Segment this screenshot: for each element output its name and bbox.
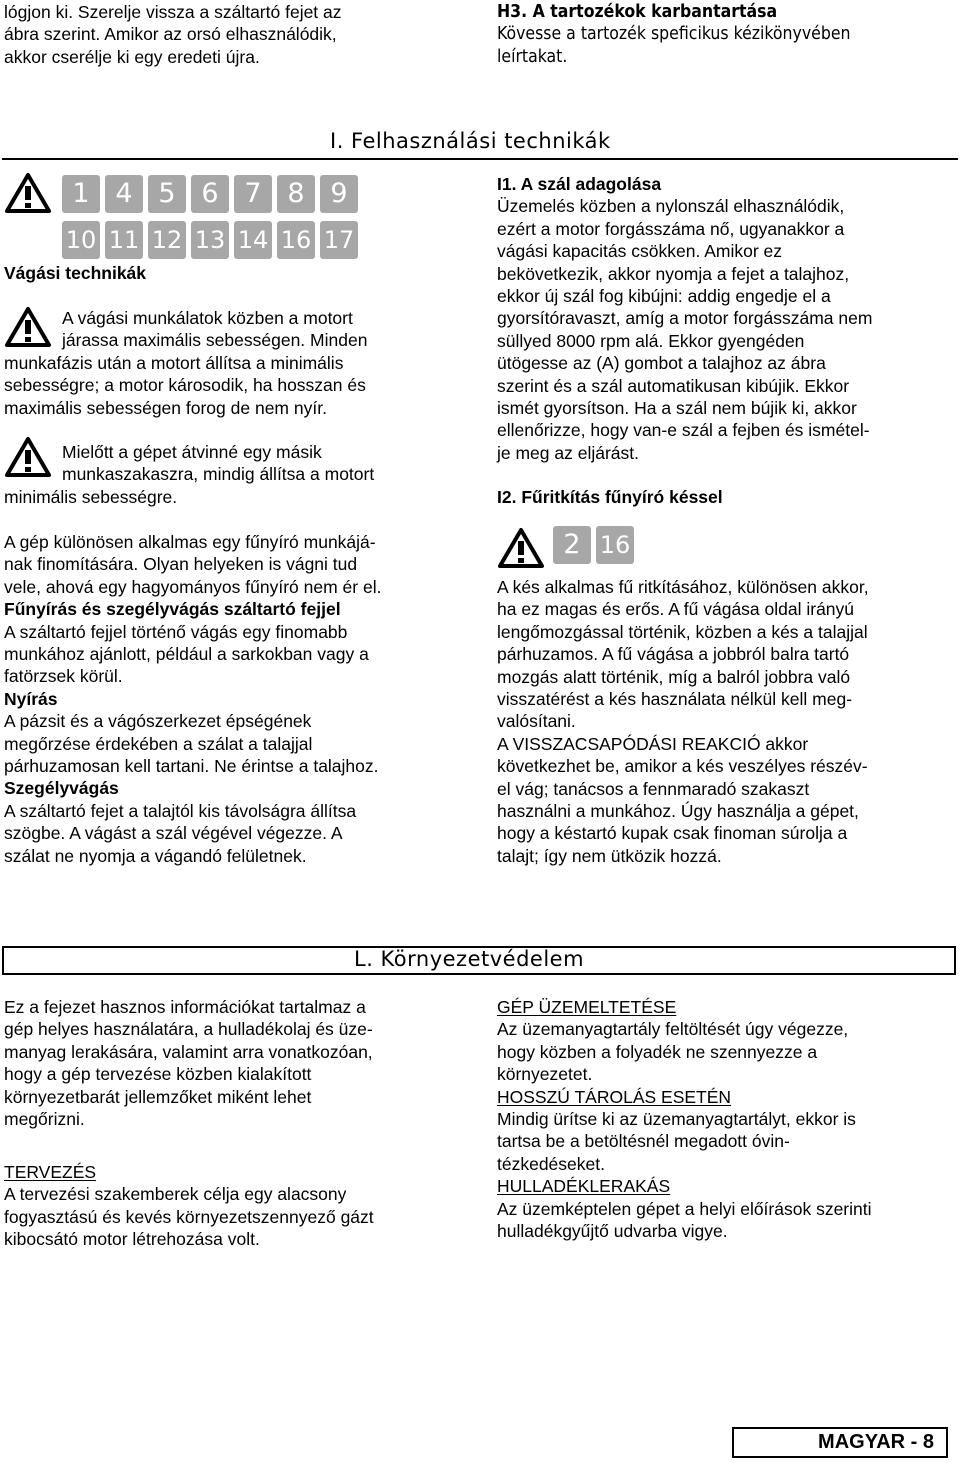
figure-badge: 13 [191,221,229,259]
text-line: A kés alkalmas fű ritkításához, különösen akkor, [497,577,869,597]
text-line: ekkor új szál fog kibújni: addig engedje el a [497,286,831,307]
i2-body [497,576,957,867]
text-line: sebességre; a motor károsodik, ha hosszan és [4,375,366,396]
text-line: hulladékgyűjtő udvarba vigye. [497,1221,728,1242]
warning-triangle-icon [4,436,52,478]
text-line: A tervezési szakemberek célja egy alacsony [4,1184,347,1205]
text-line: maximális sebességen forog de nem nyír. [4,397,327,418]
text-line: hogy közben a folyadék ne szennyezze a [497,1041,818,1062]
text-line: hogy a gép tervezése közben kialakított [4,1064,312,1085]
text-line: visszatérést a kés használata nélkül kell meg- [497,689,853,710]
warning-triangle-icon [4,306,52,348]
top-left-text [4,1,464,68]
text-line: valósítani. [497,711,576,732]
text-line: megőrizni. [4,1109,85,1130]
warning-text-1b [4,352,464,419]
figure-badge: 1 [62,175,100,213]
env-design [4,1161,464,1251]
figure-badge: 7 [234,175,272,213]
text-line: vágási kapacitás csökken. Amikor ez [497,241,782,262]
text-line: fogyasztású és kevés környezetszennyező gázt [4,1206,374,1227]
text-line: munkaszakaszra, mindig állítsa a motort [62,464,375,485]
figure-badge: 17 [320,221,358,259]
figure-badge: 4 [105,175,143,213]
warning-triangle-icon [497,527,545,569]
text-line: ismét gyorsítson. Ha a szál nem bújik ki, akkor [497,398,857,419]
subheading-storage: HOSSZÚ TÁROLÁS ESETÉN [497,1086,732,1107]
text-line: szögbe. A vágást a szál végével végezze. A [4,823,343,844]
i1-title: I1. A szál adagolása [497,174,662,194]
text-line: leírtakat. [497,46,568,67]
i2-badge-row [553,526,639,564]
text-line: A száltartó fejet a talajtól kis távolságra állítsa [4,800,357,821]
text-line: tézkedéseket. [497,1153,605,1174]
subheading-trim: Fűnyírás és szegélyvágás száltartó fejjel [4,599,341,620]
subheading-edge: Szegélyvágás [4,778,119,799]
subheading-mow: Nyírás [4,688,58,709]
figure-badge: 9 [320,175,358,213]
figure-badge: 10 [62,221,100,259]
warning-text-2b [4,486,464,508]
figure-badge: 16 [277,221,315,259]
text-line: munkafázis után a motort állítsa a minimális [4,353,344,373]
text-line: ütögesse az (A) gombot a talajhoz az ábra [497,353,826,374]
text-line: párhuzamosan kell tartani. Ne érintse a talajhoz. [4,756,379,777]
figure-badge: 16 [596,526,634,564]
text-line: gép helyes használatára, a hulladékolaj és üze- [4,1019,373,1040]
text-line: járassa maximális sebességen. Minden [62,330,368,351]
text-line: Mielőtt a gépet átvinné egy másik [62,442,322,462]
text-line: megőrzése érdekében a szálat a talajjal [4,733,313,754]
text-line: talajt; így nem ütközik hozzá. [497,845,722,866]
text-line: Üzemelés közben a nylonszál elhasználódik, [497,196,845,217]
section-title: I. Felhasználási technikák [324,130,617,152]
text-line: A VISSZACSAPÓDÁSI REAKCIÓ akkor [497,733,809,754]
text-line: környezetet. [497,1064,593,1085]
text-line: fatörzsek körül. [4,666,123,687]
text-line: mozgás alatt történik, míg a balról jobbra való [497,666,851,687]
text-line: nak finomítására. Olyan helyeken is vágni tud [4,554,358,575]
text-line: Az üzemképtelen gépet a helyi előírások szerinti [497,1198,872,1219]
warning-text-1a [62,307,462,352]
text-line: párhuzamos. A fű vágása a jobbról balra tartó [497,644,850,665]
text-line: Ez a fejezet hasznos információkat tartalmaz a [4,997,366,1017]
warning-text-2a [62,441,462,486]
text-line: lengőmozgással történik, közben a kés a talajjal [497,621,868,642]
text-line: bekövetkezik, akkor nyomja a fejet a talajhoz, [497,263,850,284]
subheading-operation: GÉP ÜZEMELTETÉSE [497,997,677,1017]
section-l-title: L. Környezetvédelem [354,947,585,971]
text-line: manyag lerakására, valamint arra vonatkozóan, [4,1041,373,1062]
text-line: szálat ne nyomja a vágandó felületnek. [4,845,307,866]
section-divider [2,158,958,160]
text-line: minimális sebességre. [4,487,178,507]
i2-title: I2. Fűritkítás fűnyíró késsel [497,487,723,507]
text-line: szerint és a szál automatikusan kibújik. Ekkor [497,375,850,396]
text-line: A száltartó fejjel történő vágás egy finomabb [4,621,348,642]
text-line: A vágási munkálatok közben a motort [62,308,353,328]
text-line: munkához ajánlott, például a sarkokban vagy a [4,644,369,665]
text-line: je meg az eljárást. [497,442,640,463]
text-line: hogy a késtartó kupak csak finoman súrolja a [497,823,848,844]
text-line: Kövesse a tartozék speficikus kézikönyvében [497,24,851,45]
text-line: használni a munkához. Úgy használja a gépet, [497,801,859,822]
text-line: ezért a motor forgásszáma nő, ugyanakkor a [497,218,845,239]
text-line: el vág; tanácsos a fennmaradó szakaszt [497,778,810,799]
figure-badge: 8 [277,175,315,213]
h3-title: H3. A tartozékok karbantartása [497,2,778,22]
figure-badge: 6 [191,175,229,213]
env-right [497,996,957,1242]
text-line: vele, ahová egy hagyományos fűnyíró nem ér el. [4,576,382,597]
h3-block [497,1,957,68]
text-line: kibocsátó motor létrehozása volt. [4,1229,260,1250]
text-line: tartsa be a betöltésnél megadott óvin- [497,1131,790,1152]
subheading-disposal: HULLADÉKLERAKÁS [497,1176,671,1197]
subheading-design: TERVEZÉS [4,1162,97,1182]
text-line: A gép különösen alkalmas egy fűnyíró munkájá- [4,532,376,552]
env-intro [4,996,464,1130]
warning-triangle-icon [4,172,52,214]
page-footer-label: MAGYAR - 8 [732,1427,948,1458]
badge-row-1 [62,175,363,213]
text-line: gyorsítóravaszt, amíg a motor forgásszáma nem [497,308,873,329]
text-line: lógjon ki. Szerelje vissza a száltartó fejet az [4,2,342,22]
badge-row-2 [62,221,363,259]
figure-badge: 12 [148,221,186,259]
left-heading: Vágási technikák [4,263,147,283]
figure-badge: 5 [148,175,186,213]
text-line: ha ez magas és erős. A fű vágása oldal irányú [497,599,855,620]
figure-badge: 11 [105,221,143,259]
text-line: Mindig ürítse ki az üzemanyagtartályt, ekkor is [497,1109,856,1130]
text-line: ábra szerint. Amikor az orsó elhasználódik, [4,24,337,45]
text-line: ellenőrizze, hogy van-e szál a fejben és ismétel- [497,420,870,441]
i1-block [497,173,957,464]
text-line: A pázsit és a vágószerkezet épségének [4,711,312,732]
text-line: akkor cserélje ki egy eredeti újra. [4,46,260,67]
text-line: Az üzemanyagtartály feltöltését úgy végezze, [497,1019,849,1040]
figure-badge: 14 [234,221,272,259]
left-body [4,531,464,867]
text-line: következhet be, amikor a kés veszélyes részév- [497,756,868,777]
text-line: süllyed 8000 rpm alá. Ekkor gyengéden [497,330,805,351]
text-line: környezetbarát jellemzőket miként lehet [4,1086,312,1107]
figure-badge: 2 [553,526,591,564]
